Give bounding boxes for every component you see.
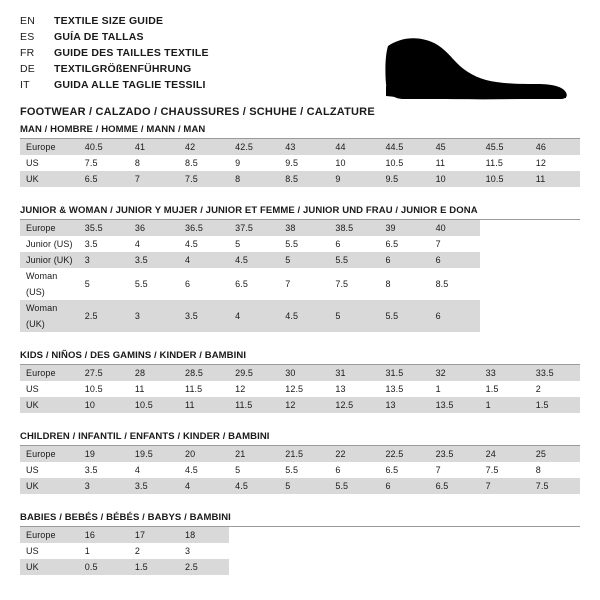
size-cell: 5.5 — [134, 279, 148, 289]
language-title: TEXTILE SIZE GUIDE — [54, 15, 164, 27]
size-block — [20, 431, 580, 494]
size-cell: 11 — [530, 171, 580, 187]
size-cell: 7 — [129, 171, 179, 187]
row-label: US — [26, 465, 39, 475]
size-cell: 43 — [279, 139, 329, 155]
size-cell: 23.5 — [430, 446, 480, 462]
size-table — [20, 527, 580, 575]
size-cell: 38.5 — [329, 220, 379, 236]
language-code: EN — [20, 15, 35, 27]
size-cell: 7 — [435, 465, 441, 475]
row-label: Europe — [20, 139, 79, 155]
size-cell: 11 — [134, 384, 145, 394]
size-cell: 0.5 — [79, 559, 129, 575]
size-cell: 5 — [279, 252, 329, 268]
size-cell: 5.5 — [285, 465, 299, 475]
size-cell: 8.5 — [279, 171, 329, 187]
size-cell: 12.5 — [285, 384, 304, 394]
size-block — [20, 350, 580, 413]
size-cell: 17 — [129, 527, 179, 543]
size-cell — [530, 252, 580, 268]
table-row — [20, 543, 580, 559]
language-title: TEXTILGRÖßENFÜHRUNG — [54, 63, 192, 75]
size-cell: 7 — [480, 478, 530, 494]
table-row — [20, 252, 580, 268]
size-cell: 31.5 — [379, 365, 429, 381]
size-cell — [530, 220, 580, 236]
size-cell: 5.5 — [329, 478, 379, 494]
size-cell: 10.5 — [129, 397, 179, 413]
size-cell: 9 — [235, 158, 241, 168]
size-cell: 6 — [335, 465, 341, 475]
size-cell — [530, 236, 580, 252]
size-cell: 7 — [285, 279, 291, 289]
size-table — [20, 365, 580, 413]
language-row — [20, 14, 209, 30]
size-cell: 4.5 — [185, 239, 198, 249]
size-cell: 11.5 — [485, 158, 503, 168]
size-cell: 6.5 — [385, 465, 399, 475]
row-label: US — [26, 546, 39, 556]
language-code: FR — [20, 47, 35, 59]
size-cell: 4 — [179, 478, 229, 494]
size-cell: 46 — [530, 139, 580, 155]
size-cell: 10.5 — [84, 384, 103, 394]
table-row — [20, 381, 580, 397]
size-cell: 22 — [329, 446, 379, 462]
table-row — [20, 462, 580, 478]
table-row — [20, 300, 580, 332]
size-cell: 19 — [79, 446, 129, 462]
size-cell: 12.5 — [329, 397, 379, 413]
size-cell — [480, 527, 530, 543]
size-cell: 5 — [279, 478, 329, 494]
size-cell: 38 — [279, 220, 329, 236]
table-row — [20, 171, 580, 187]
size-cell: 44.5 — [379, 139, 429, 155]
table-row — [20, 220, 580, 236]
size-cell: 22.5 — [379, 446, 429, 462]
size-cell: 2.5 — [79, 300, 129, 332]
size-cell: 29.5 — [229, 365, 279, 381]
size-cell: 6 — [335, 239, 341, 249]
page-title: FOOTWEAR / CALZADO / CHAUSSURES / SCHUHE / CALZATURE — [20, 106, 375, 118]
size-cell: 6 — [430, 252, 480, 268]
size-cell: 44 — [329, 139, 379, 155]
size-cell — [530, 300, 580, 332]
size-cell: 6.5 — [385, 239, 399, 249]
row-label: Woman (US) — [26, 271, 58, 297]
size-cell — [279, 527, 329, 543]
size-cell: 41 — [129, 139, 179, 155]
size-block — [20, 512, 580, 575]
size-cell — [530, 527, 580, 543]
size-cell — [430, 527, 480, 543]
dress-shoe-icon — [382, 34, 572, 104]
size-cell: 8 — [535, 465, 541, 475]
size-cell: 28 — [129, 365, 179, 381]
size-cell: 5.5 — [379, 300, 429, 332]
row-label: Europe — [20, 527, 79, 543]
table-row — [20, 446, 580, 462]
size-cell: 8 — [229, 171, 279, 187]
size-cell: 1.5 — [129, 559, 179, 575]
size-cell: 4 — [179, 252, 229, 268]
size-block — [20, 205, 580, 332]
size-cell: 24 — [480, 446, 530, 462]
header — [20, 14, 580, 118]
size-cell: 11.5 — [229, 397, 279, 413]
size-cell: 8.5 — [185, 158, 198, 168]
size-cell: 33.5 — [530, 365, 580, 381]
size-cell: 1 — [480, 397, 530, 413]
size-cell: 25 — [530, 446, 580, 462]
row-label: Junior (UK) — [20, 252, 79, 268]
size-cell: 3 — [79, 478, 129, 494]
size-cell — [229, 559, 279, 575]
size-cell: 10 — [430, 171, 480, 187]
size-cell — [480, 236, 530, 252]
size-cell — [329, 527, 379, 543]
size-cell: 6 — [379, 478, 429, 494]
row-label: Europe — [20, 365, 79, 381]
size-cell: 39 — [379, 220, 429, 236]
language-title: GUÍA DE TALLAS — [54, 31, 144, 43]
size-cell: 6 — [185, 279, 191, 289]
size-block-title: MAN / HOMBRE / HOMME / MANN / MAN — [20, 124, 206, 135]
size-cell: 5 — [235, 239, 241, 249]
size-cell — [279, 543, 329, 559]
size-cell: 2.5 — [179, 559, 229, 575]
size-cell — [480, 543, 530, 559]
language-title: GUIDA ALLE TAGLIE TESSILI — [54, 79, 206, 91]
size-cell: 4.5 — [229, 478, 279, 494]
size-block-title: KIDS / NIÑOS / DES GAMINS / KINDER / BAMBINI — [20, 350, 247, 361]
row-label: Europe — [20, 220, 79, 236]
table-row — [20, 559, 580, 575]
size-cell — [480, 559, 530, 575]
language-row — [20, 78, 209, 94]
size-cell — [430, 559, 480, 575]
table-row — [20, 139, 580, 155]
size-cell: 42.5 — [229, 139, 279, 155]
size-cell: 36 — [129, 220, 179, 236]
size-cell: 6 — [430, 300, 480, 332]
size-cell — [530, 543, 580, 559]
size-cell: 45.5 — [480, 139, 530, 155]
size-cell: 4 — [134, 239, 141, 249]
size-cell: 1 — [435, 384, 441, 394]
size-cell: 5 — [84, 279, 90, 289]
table-row — [20, 527, 580, 543]
row-label: Europe — [20, 446, 79, 462]
size-cell: 7.5 — [335, 279, 349, 289]
table-row — [20, 155, 580, 171]
size-block-title: CHILDREN / INFANTIL / ENFANTS / KINDER / BAMBINI — [20, 431, 270, 442]
size-cell — [480, 268, 530, 300]
size-cell: 6.5 — [235, 279, 248, 289]
size-cell — [379, 527, 429, 543]
size-blocks — [20, 124, 580, 575]
size-cell: 10.5 — [480, 171, 530, 187]
size-cell: 7 — [435, 239, 441, 249]
size-cell: 4.5 — [229, 252, 279, 268]
row-label: UK — [20, 397, 79, 413]
size-block — [20, 124, 580, 187]
size-cell: 13 — [335, 384, 346, 394]
size-table — [20, 220, 580, 332]
size-cell: 10 — [79, 397, 129, 413]
size-cell: 40.5 — [79, 139, 129, 155]
row-label: UK — [20, 171, 79, 187]
size-cell: 7.5 — [530, 478, 580, 494]
size-cell: 16 — [79, 527, 129, 543]
size-cell: 8 — [385, 279, 391, 289]
size-cell: 9.5 — [379, 171, 429, 187]
size-cell: 4 — [229, 300, 279, 332]
size-cell: 3 — [79, 252, 129, 268]
size-cell — [329, 543, 379, 559]
size-cell: 6.5 — [430, 478, 480, 494]
size-cell: 27.5 — [79, 365, 129, 381]
size-cell: 13.5 — [430, 397, 480, 413]
size-cell — [229, 527, 279, 543]
size-cell: 31 — [329, 365, 379, 381]
size-cell: 11.5 — [185, 384, 203, 394]
row-label: Woman (UK) — [20, 300, 79, 332]
size-cell: 12 — [235, 384, 246, 394]
size-cell — [480, 252, 530, 268]
language-row — [20, 46, 209, 62]
row-label: US — [26, 384, 39, 394]
table-row — [20, 365, 580, 381]
size-cell — [530, 559, 580, 575]
row-label: US — [26, 158, 39, 168]
size-table — [20, 139, 580, 187]
size-cell: 13.5 — [385, 384, 404, 394]
size-cell: 9 — [329, 171, 379, 187]
size-cell: 11 — [435, 158, 446, 168]
size-cell: 4.5 — [185, 465, 198, 475]
size-cell: 33 — [480, 365, 530, 381]
size-cell: 8 — [134, 158, 141, 168]
size-block-title: BABIES / BEBÉS / BÉBÉS / BABYS / BAMBINI — [20, 512, 231, 523]
size-cell: 7.5 — [179, 171, 229, 187]
size-cell: 3.5 — [129, 252, 179, 268]
size-cell: 5 — [329, 300, 379, 332]
size-cell: 28.5 — [179, 365, 229, 381]
size-cell: 13 — [379, 397, 429, 413]
size-cell: 2 — [134, 546, 141, 556]
size-cell: 10 — [335, 158, 346, 168]
size-cell: 12 — [535, 158, 546, 168]
size-cell: 3 — [129, 300, 179, 332]
size-cell: 32 — [430, 365, 480, 381]
row-label: UK — [20, 478, 79, 494]
language-row — [20, 30, 209, 46]
size-cell: 21 — [229, 446, 279, 462]
size-cell: 20 — [179, 446, 229, 462]
table-row — [20, 236, 580, 252]
size-cell: 4.5 — [279, 300, 329, 332]
size-cell: 9.5 — [285, 158, 299, 168]
size-cell: 5.5 — [329, 252, 379, 268]
size-cell — [229, 543, 279, 559]
size-cell: 6.5 — [79, 171, 129, 187]
size-cell — [329, 559, 379, 575]
size-cell: 37.5 — [229, 220, 279, 236]
size-cell: 1.5 — [530, 397, 580, 413]
size-cell: 10.5 — [385, 158, 404, 168]
language-code: DE — [20, 63, 35, 75]
row-label: UK — [20, 559, 79, 575]
size-cell: 35.5 — [79, 220, 129, 236]
size-cell — [430, 543, 480, 559]
language-code: IT — [20, 79, 30, 91]
size-cell: 7.5 — [84, 158, 98, 168]
size-cell — [480, 300, 530, 332]
size-cell: 30 — [279, 365, 329, 381]
size-cell: 40 — [430, 220, 480, 236]
size-cell: 11 — [179, 397, 229, 413]
size-cell: 4 — [134, 465, 141, 475]
size-cell: 3.5 — [84, 465, 98, 475]
size-cell: 8.5 — [435, 279, 449, 289]
size-cell — [480, 220, 530, 236]
size-cell — [379, 559, 429, 575]
table-row — [20, 478, 580, 494]
size-cell: 1 — [84, 546, 90, 556]
size-block-title: JUNIOR & WOMAN / JUNIOR Y MUJER / JUNIOR ET FEMME / JUNIOR UND FRAU / JUNIOR E DONA — [20, 205, 478, 216]
size-cell: 6 — [379, 252, 429, 268]
size-cell — [279, 559, 329, 575]
size-cell: 19.5 — [129, 446, 179, 462]
size-cell: 36.5 — [179, 220, 229, 236]
language-code: ES — [20, 31, 35, 43]
size-table — [20, 446, 580, 494]
size-cell: 5 — [235, 465, 241, 475]
table-row — [20, 268, 580, 300]
size-cell — [379, 543, 429, 559]
table-row — [20, 397, 580, 413]
size-cell — [530, 268, 580, 300]
size-cell: 45 — [430, 139, 480, 155]
size-cell: 21.5 — [279, 446, 329, 462]
language-row — [20, 62, 209, 78]
size-cell: 3 — [185, 546, 191, 556]
size-cell: 2 — [535, 384, 541, 394]
size-cell: 3.5 — [129, 478, 179, 494]
row-label: Junior (US) — [26, 239, 73, 249]
language-title-list — [20, 14, 209, 94]
size-cell: 12 — [279, 397, 329, 413]
size-cell: 3.5 — [84, 239, 98, 249]
size-cell: 1.5 — [485, 384, 499, 394]
language-title: GUIDE DES TAILLES TEXTILE — [54, 47, 209, 59]
size-cell: 42 — [179, 139, 229, 155]
size-cell: 5.5 — [285, 239, 299, 249]
size-cell: 18 — [179, 527, 229, 543]
size-cell: 3.5 — [179, 300, 229, 332]
size-cell: 7.5 — [485, 465, 499, 475]
